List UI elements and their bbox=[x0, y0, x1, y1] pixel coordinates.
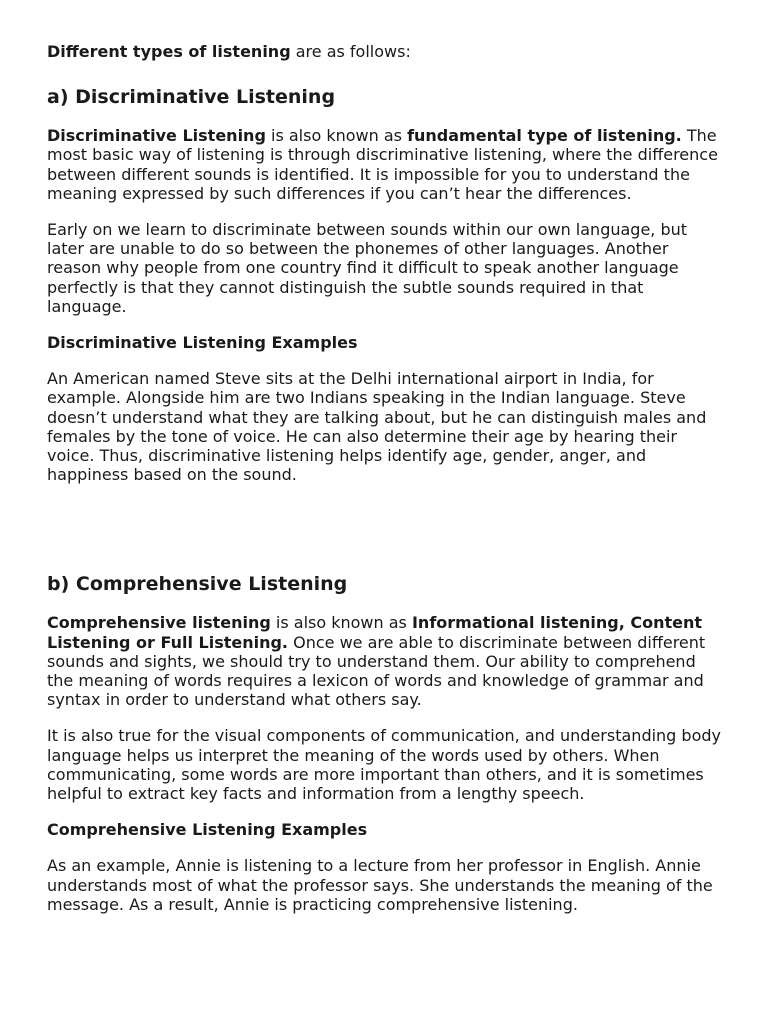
section-a-text: is also known as bbox=[265, 126, 408, 146]
document-page bbox=[47, 42, 727, 931]
section-a-paragraph-3: An American named Steve sits at the Delhi international airport in India, for example. Alongside him are two Indians speaking in the Indian language. Steve doesn’t understand what they are talking about, but he can distinguish males and females by the tone of voice. He can also determine their age by hearing their voice. Thus, discriminative listening helps identify age, gender, anger, and happiness based on the sound. bbox=[47, 369, 707, 485]
intro-paragraph bbox=[47, 42, 727, 61]
section-b-paragraph-1 bbox=[47, 613, 727, 709]
section-b-alias: Informational listening, Content Listening or Full Listening. bbox=[47, 613, 703, 652]
section-a-heading: a) Discriminative Listening bbox=[47, 86, 336, 109]
section-b-paragraph-2: It is also true for the visual components of communication, and understanding body language helps us interpret the meaning of the words used by others. When communicating, some words are more important than others, and it is sometimes helpful to extract key facts and information from a lengthy speech. bbox=[47, 726, 721, 804]
section-a-alias: fundamental type of listening. bbox=[407, 126, 682, 146]
section-b-heading: b) Comprehensive Listening bbox=[47, 573, 348, 596]
section-b-paragraph-3: As an example, Annie is listening to a lecture from her professor in English. Annie understands most of what the professor says. She understands the meaning of the message. As a result, Annie is practicing comprehensive listening. bbox=[47, 856, 713, 914]
section-spacer bbox=[47, 501, 727, 572]
section-b-term: Comprehensive listening bbox=[47, 613, 271, 633]
intro-text: are as follows: bbox=[290, 42, 411, 61]
section-a-term: Discriminative Listening bbox=[47, 126, 266, 146]
section-a-paragraph-2: Early on we learn to discriminate between sounds within our own language, but later are unable to do so between the phonemes of other languages. Another reason why people from one country find it difficult to speak another language perfectly is that they cannot distinguish the subtle sounds required in that language. bbox=[47, 220, 688, 316]
section-b-text: is also known as bbox=[270, 613, 412, 633]
section-a-paragraph-1 bbox=[47, 126, 727, 203]
section-b-text: Once we are able to discriminate between different sounds and sights, we should try to understand them. Our ability to comprehend the meaning of words requires a lexicon of words and knowledge of grammar and syntax in order to understand what others say. bbox=[47, 632, 706, 710]
section-a-text: The most basic way of listening is through discriminative listening, where the difference between different sounds is identified. It is impossible for you to understand the meaning expressed by such differences if you can’t hear the differences. bbox=[47, 126, 718, 203]
intro-bold: Different types of listening bbox=[47, 42, 291, 61]
section-a-examples-heading: Discriminative Listening Examples bbox=[47, 333, 358, 353]
section-b-examples-heading: Comprehensive Listening Examples bbox=[47, 820, 368, 840]
